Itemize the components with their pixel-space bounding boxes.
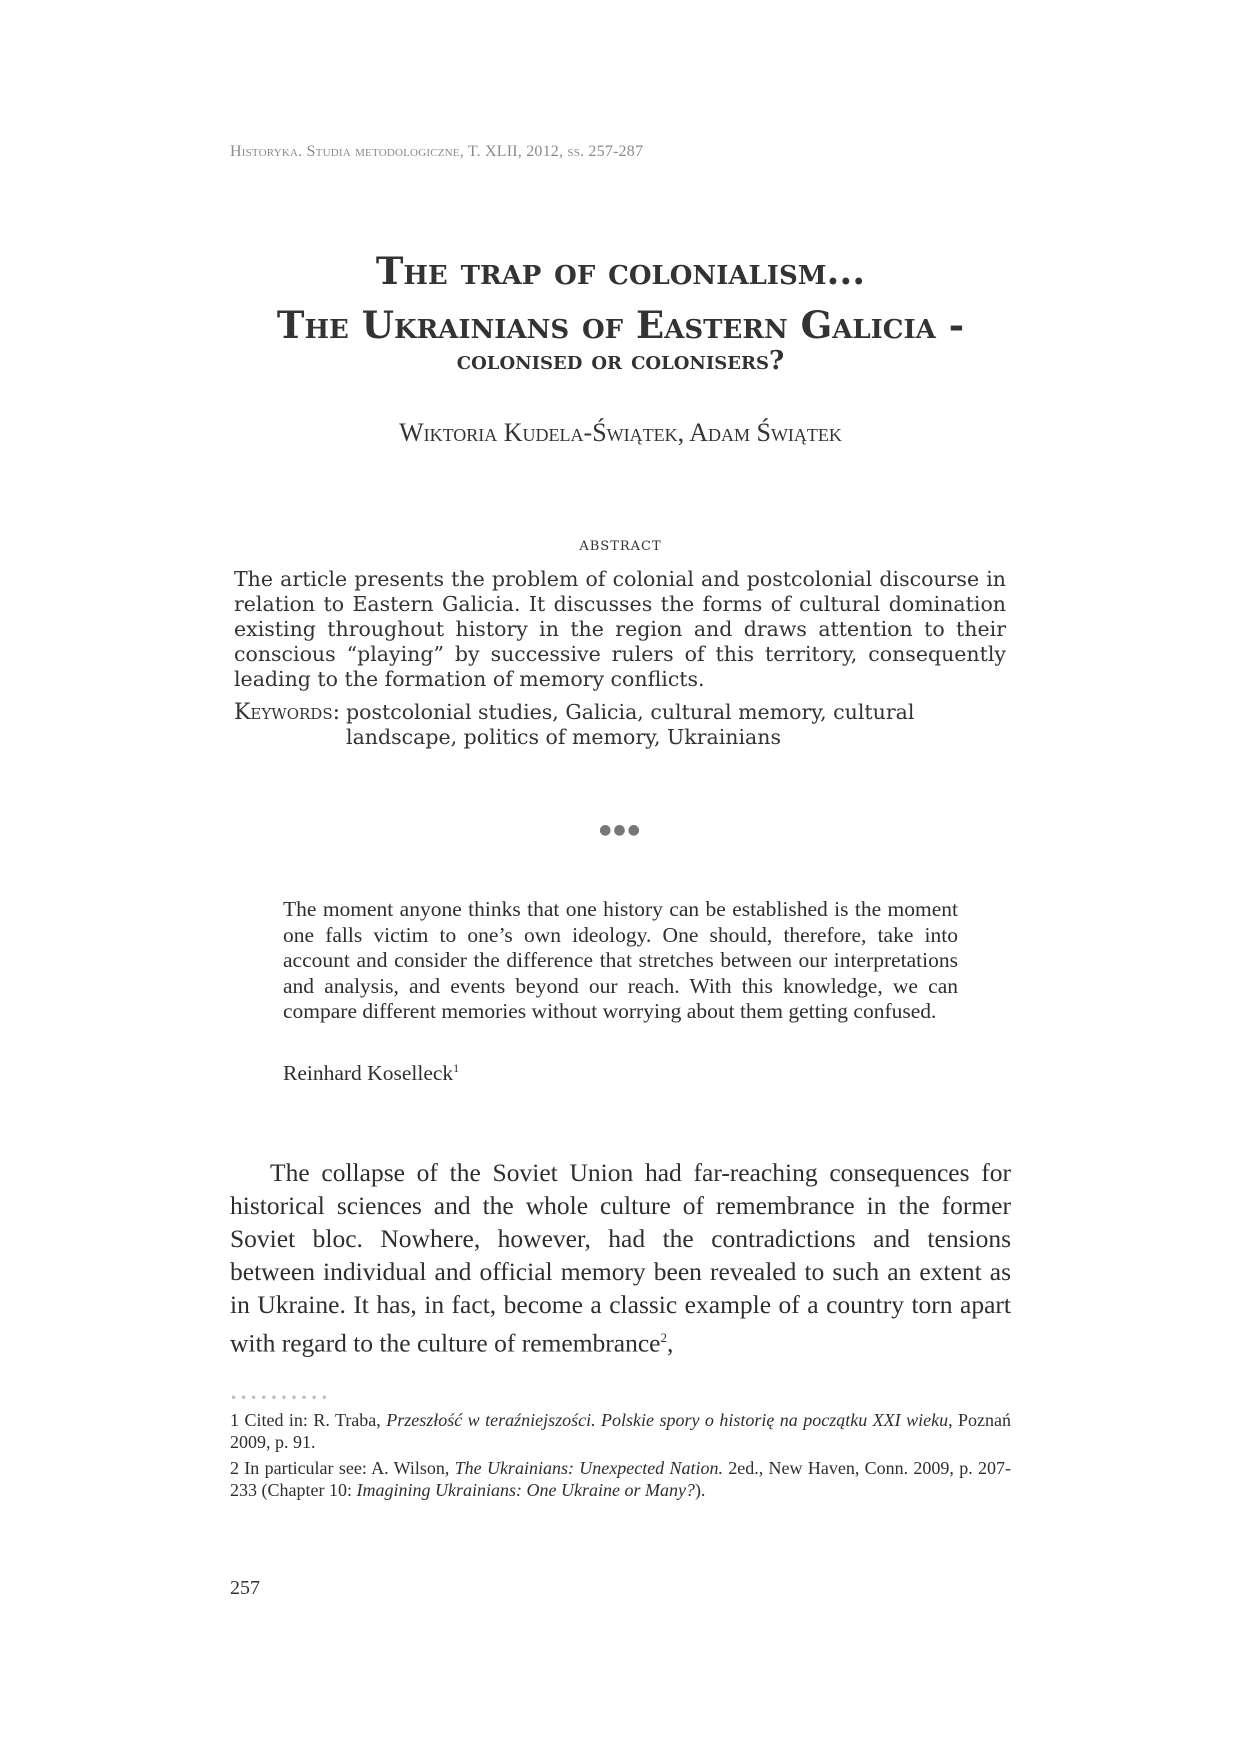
title-line-2: The Ukrainians of Eastern Galicia -	[276, 303, 965, 347]
epigraph-quote: The moment anyone thinks that one history can be established is the moment one falls victim to one’s own ideology. One should, therefore, take into account and consider the difference that stretches between our interpretations and analysis, and events beyond our reach. With this knowledge, we can compare different memories without worrying about them getting confused.	[283, 897, 958, 1023]
title-line-1: The trap of colonialism...	[375, 249, 866, 293]
footnote-lead: Cited in: R. Traba,	[244, 1410, 387, 1430]
article-title	[0, 250, 1241, 376]
abstract-heading: abstract	[579, 533, 662, 555]
footnote-chapter-title: Imagining Ukrainians: One Ukraine or Many?	[356, 1480, 695, 1500]
footnote-rule: ••••••••••	[230, 1391, 331, 1405]
page-number: 257	[230, 1577, 260, 1599]
title-line-3: colonised or colonisers?	[456, 346, 785, 376]
body-paragraph	[230, 1156, 1011, 1360]
keywords	[234, 700, 1006, 750]
footnote-number: 2	[230, 1458, 239, 1478]
footnote-tail: , Poznań 2009, p. 91.	[230, 1410, 1012, 1452]
footnote-1	[230, 1409, 1011, 1453]
footnote-ref-2: 2	[660, 1330, 667, 1345]
keywords-label: Keywords:	[234, 700, 341, 725]
footnotes	[230, 1409, 1011, 1505]
epigraph-author	[283, 1061, 459, 1086]
authors: Wiktoria Kudela-Świątek, Adam Świątek	[399, 418, 842, 447]
keywords-list: postcolonial studies, Galicia, cultural memory, cultural landscape, politics of memory, Ukrainians	[346, 700, 915, 749]
footnote-title: The Ukrainians: Unexpected Nation.	[454, 1458, 723, 1478]
footnote-title: Przeszłość w teraźniejszości. Polskie spory o historię na początku XXI wieku	[386, 1410, 949, 1430]
epigraph-author-name: Reinhard Koselleck	[283, 1061, 454, 1086]
abstract-text: The article presents the problem of colonial and postcolonial discourse in relation to Eastern Galicia. It discusses the forms of cultural domination existing throughout history in the region and draws attention to their conscious “playing” by successive rulers of this territory, consequently leading to the formation of memory conflicts.	[234, 567, 1006, 691]
footnote-ref-1: 1	[453, 1061, 460, 1075]
footnote-number: 1	[230, 1410, 239, 1430]
footnote-lead: In particular see: A. Wilson,	[244, 1458, 455, 1478]
footnote-tail-2: ).	[694, 1480, 706, 1500]
running-header: Historyka. Studia metodologiczne, T. XLII, 2012, ss. 257-287	[230, 143, 644, 160]
section-separator: ●●●	[599, 822, 642, 838]
footnote-2	[230, 1457, 1011, 1501]
body-text: The collapse of the Soviet Union had far-reaching consequences for historical sciences and the whole culture of remembrance in the former Soviet bloc. Nowhere, however, had the contradictions and tensions between individual and official memory been revealed to such an extent as in Ukraine. It has, in fact, become a classic example of a country torn apart with regard to the culture of remembrance	[230, 1158, 1011, 1358]
body-trailing: ,	[666, 1328, 674, 1358]
footnote-tail: 2ed., New Haven, Conn. 2009, p. 207-233 (Chapter 10:	[230, 1458, 1011, 1500]
